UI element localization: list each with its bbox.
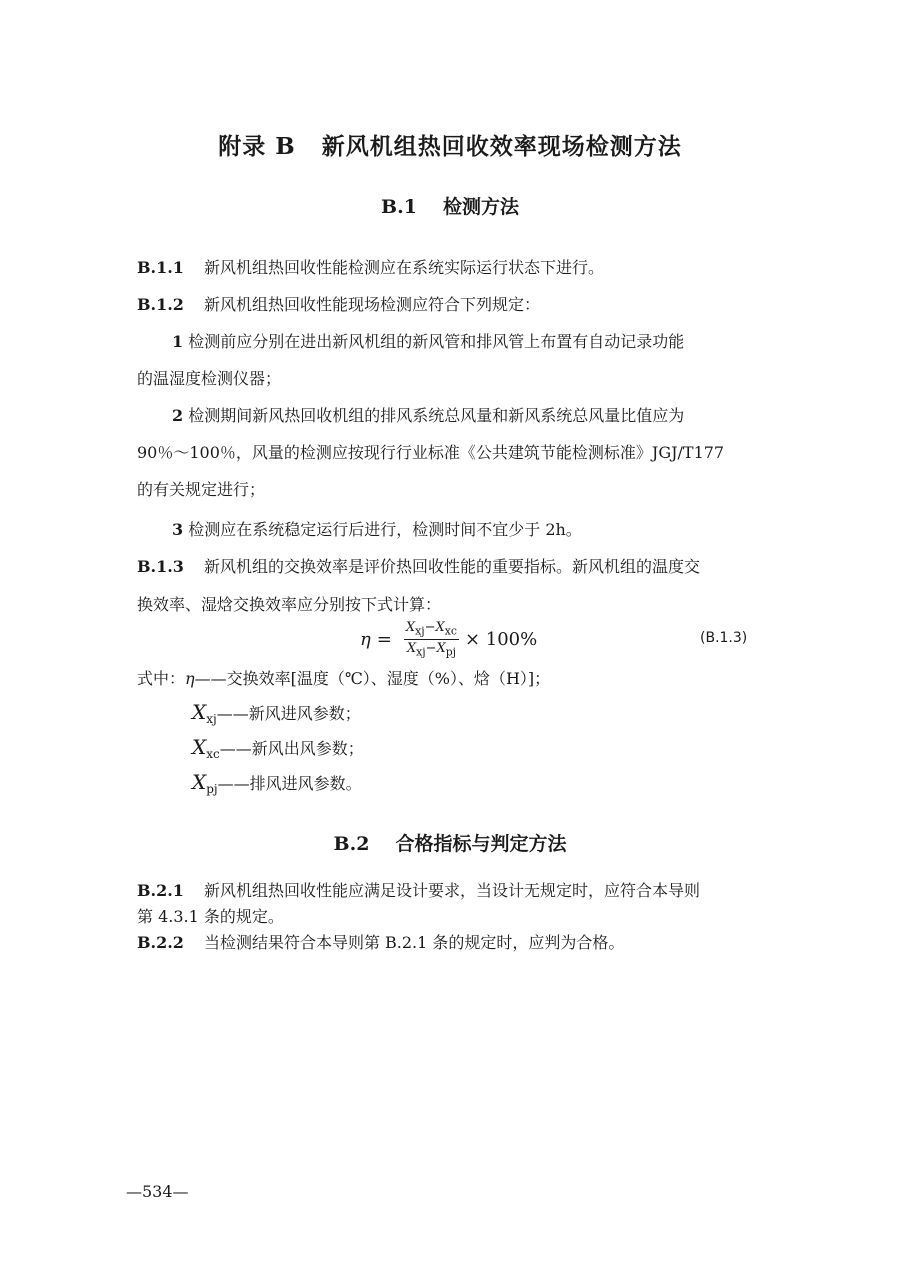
- appendix-title: 新风机组热回收效率现场检测方法: [321, 133, 682, 160]
- item-1-line-1: 1 检测前应分别在进出新风机组的新风管和排风管上布置有自动记录功能: [172, 332, 685, 351]
- item-1-line-2: 的温湿度检测仪器；: [137, 369, 282, 388]
- section-heading-b1: B.1 检测方法: [381, 196, 519, 218]
- formula-fraction: $\frac{X_{xj}-X_{xc}}{X_{xj}-X_{pj}}$: [405, 619, 457, 659]
- definition-xj: $X_{xj}——$新风进风参数；: [192, 700, 361, 726]
- clause-b113-line-1: B.1.3 新风机组的交换效率是评价热回收性能的重要指标。新风机组的温度交: [137, 557, 700, 576]
- clause-b111: B.1.1 新风机组热回收性能检测应在系统实际运行状态下进行。: [137, 258, 604, 277]
- clause-b221-line-2: 第 4.3.1 条的规定。: [137, 907, 284, 926]
- appendix-label: 附录 B: [218, 133, 296, 160]
- clause-b113-line-2: 换效率、湿焓交换效率应分别按下式计算：: [137, 595, 442, 614]
- formula-number: (B.1.3): [700, 630, 748, 646]
- definition-eta: 式中：η——交换效率[温度（℃）、湿度（%）、焓（H）]；: [137, 669, 551, 688]
- item-2-line-2: 90％～100％，风量的检测应按现行行业标准《公共建筑节能检测标准》JGJ/T177: [137, 443, 725, 462]
- item-2-line-3: 的有关规定进行；: [137, 480, 266, 499]
- clause-b221-line-1: B.2.1 新风机组热回收性能应满足设计要求，当设计无规定时，应符合本导则: [137, 881, 700, 900]
- page-title: [0, 128, 900, 161]
- clause-b112: B.1.2 新风机组热回收性能现场检测应符合下列规定：: [137, 295, 540, 314]
- definition-xc: $X_{xc}——$新风出风参数；: [192, 735, 364, 761]
- item-3: 3 检测应在系统稳定运行后进行，检测时间不宜少于 2h。: [172, 520, 582, 539]
- efficiency-formula: η = $\frac{X_{xj}-X_{xc}}{X_{xj}-X_{pj}}$ × 100%: [360, 619, 538, 659]
- section-heading-b2: B.2 合格指标与判定方法: [333, 833, 567, 855]
- item-2-line-1: 2 检测期间新风热回收机组的排风系统总风量和新风系统总风量比值应为: [172, 406, 685, 425]
- definition-pj: $X_{pj}——$排风进风参数。: [192, 770, 362, 796]
- page-number: —534—: [126, 1182, 189, 1201]
- clause-b222: B.2.2 当检测结果符合本导则第 B.2.1 条的规定时，应判为合格。: [137, 933, 625, 952]
